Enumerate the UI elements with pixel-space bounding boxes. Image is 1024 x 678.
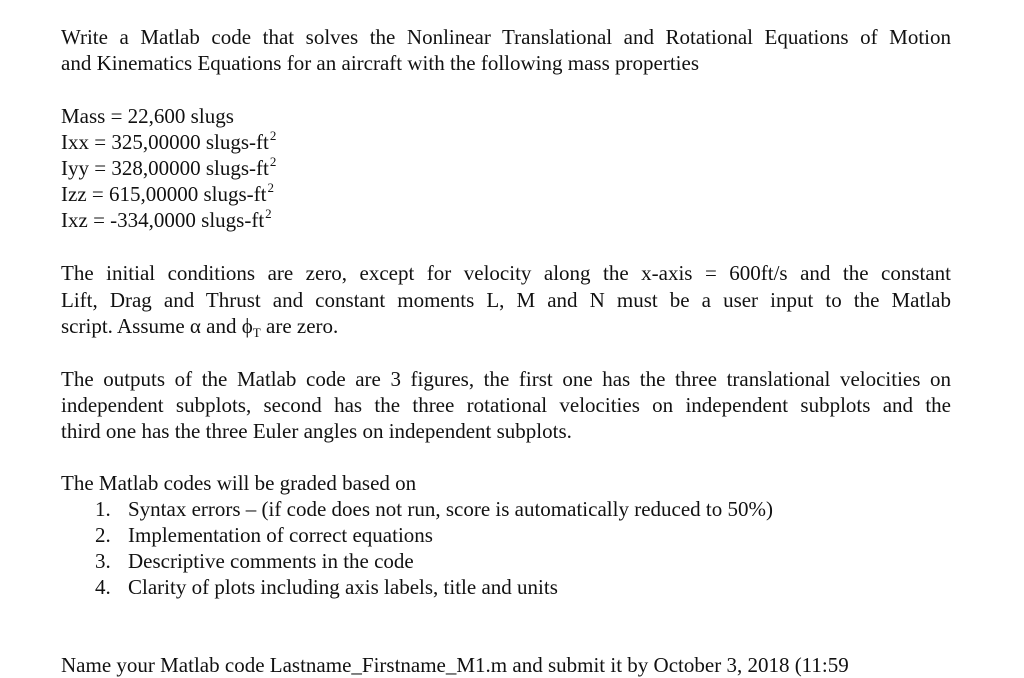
outputs-line-2: independent subplots, second has the three rotational velocities on independent subplots and the <box>61 393 951 417</box>
ixz-exponent: 2 <box>265 206 272 221</box>
list-item-number: 1. <box>95 497 111 521</box>
grading-intro: The Matlab codes will be graded based on <box>61 471 417 495</box>
intro-line-1: Write a Matlab code that solves the Nonlinear Translational and Rotational Equations of Motion <box>61 25 951 49</box>
list-item <box>95 548 414 574</box>
list-item-text: Syntax errors – (if code does not run, score is automatically reduced to 50%) <box>128 497 773 521</box>
list-item-text: Implementation of correct equations <box>128 523 433 547</box>
ixx-line <box>61 129 276 155</box>
ixx-text: Ixx = 325,00000 slugs-ft <box>61 130 269 154</box>
ixz-text: Ixz = -334,0000 slugs-ft <box>61 208 265 232</box>
izz-line <box>61 181 274 207</box>
list-item <box>95 522 433 548</box>
outputs-line-3: third one has the three Euler angles on independent subplots. <box>61 419 572 443</box>
ixx-exponent: 2 <box>269 128 277 143</box>
list-item-number: 2. <box>95 523 111 547</box>
conditions-line-3 <box>61 313 338 339</box>
list-item-text: Descriptive comments in the code <box>128 549 414 573</box>
outputs-line-1: The outputs of the Matlab code are 3 figures, the first one has the three translational velocities on <box>61 367 951 391</box>
intro-line-2: and Kinematics Equations for an aircraft with the following mass properties <box>61 51 699 75</box>
list-item-number: 4. <box>95 575 111 599</box>
list-item-number: 3. <box>95 549 111 573</box>
footer-line-1: Name your Matlab code Lastname_Firstname_M1.m and submit it by October 3, 2018 (11:59 <box>61 653 849 677</box>
conditions-line-2: Lift, Drag and Thrust and constant moments L, M and N must be a user input to the Matlab <box>61 288 951 312</box>
mass-line: Mass = 22,600 slugs <box>61 104 234 128</box>
conditions-line-3-b: are zero. <box>260 314 339 338</box>
list-item <box>95 496 773 522</box>
ixz-line <box>61 207 272 233</box>
iyy-exponent: 2 <box>269 154 277 169</box>
conditions-line-3-a: script. Assume α and ϕ <box>61 314 253 338</box>
izz-text: Izz = 615,00000 slugs-ft <box>61 182 267 206</box>
phi-subscript: T <box>252 325 261 340</box>
iyy-line <box>61 155 276 181</box>
list-item <box>95 574 558 600</box>
iyy-text: Iyy = 328,00000 slugs-ft <box>61 156 269 180</box>
izz-exponent: 2 <box>267 180 274 195</box>
conditions-line-1: The initial conditions are zero, except for velocity along the x-axis = 600ft/s and the constant <box>61 261 951 285</box>
list-item-text: Clarity of plots including axis labels, title and units <box>128 575 558 599</box>
